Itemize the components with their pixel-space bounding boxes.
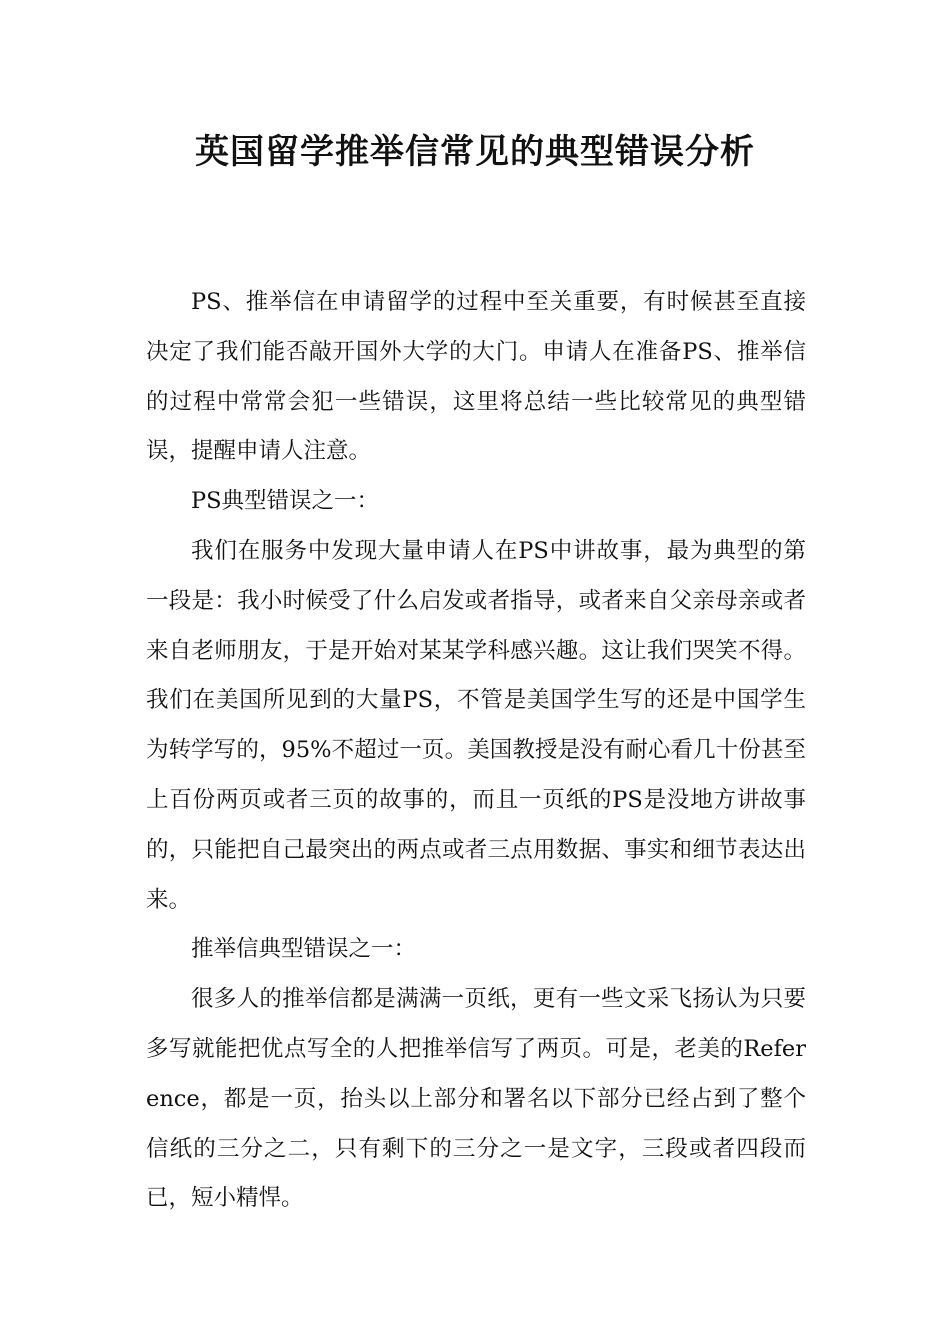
paragraph-intro: PS、推举信在申请留学的过程中至关重要，有时候甚至直接决定了我们能否敲开国外大学的大门。申请人在准备PS、推举信的过程中常常会犯一些错误，这里将总结一些比较常见的典型错误，提醒申请人注意。 xyxy=(146,289,806,465)
document-title: 英国留学推举信常见的典型错误分析 xyxy=(195,132,755,172)
paragraph-reference-error-one: 很多人的推举信都是满满一页纸，更有一些文采飞扬认为只要多写就能把优点写全的人把推举信写了两页。可是，老美的Reference，都是一页，抬头以上部分和署名以下部分已经占到了整个信纸的三分之二，只有剩下的三分之一是文字，三段或者四段而已，短小精悍。 xyxy=(146,986,806,1212)
paragraph-ps-error-one: 我们在服务中发现大量申请人在PS中讲故事，最为典型的第一段是：我小时候受了什么启发或者指导，或者来自父亲母亲或者来自老师朋友，于是开始对某某学科感兴趣。这让我们哭笑不得。我们在美国所见到的大量PS，不管是美国学生写的还是中国学生为转学写的，95%不超过一页。美国教授是没有耐心看几十份甚至上百份两页或者三页的故事的，而且一页纸的PS是没地方讲故事的，只能把自己最突出的两点或者三点用数据、事实和细节表达出来。 xyxy=(146,537,806,913)
heading-ps-error-one: PS典型错误之一： xyxy=(191,488,380,515)
heading-reference-error-one: 推举信典型错误之一： xyxy=(191,936,417,963)
document-body xyxy=(146,278,806,1224)
